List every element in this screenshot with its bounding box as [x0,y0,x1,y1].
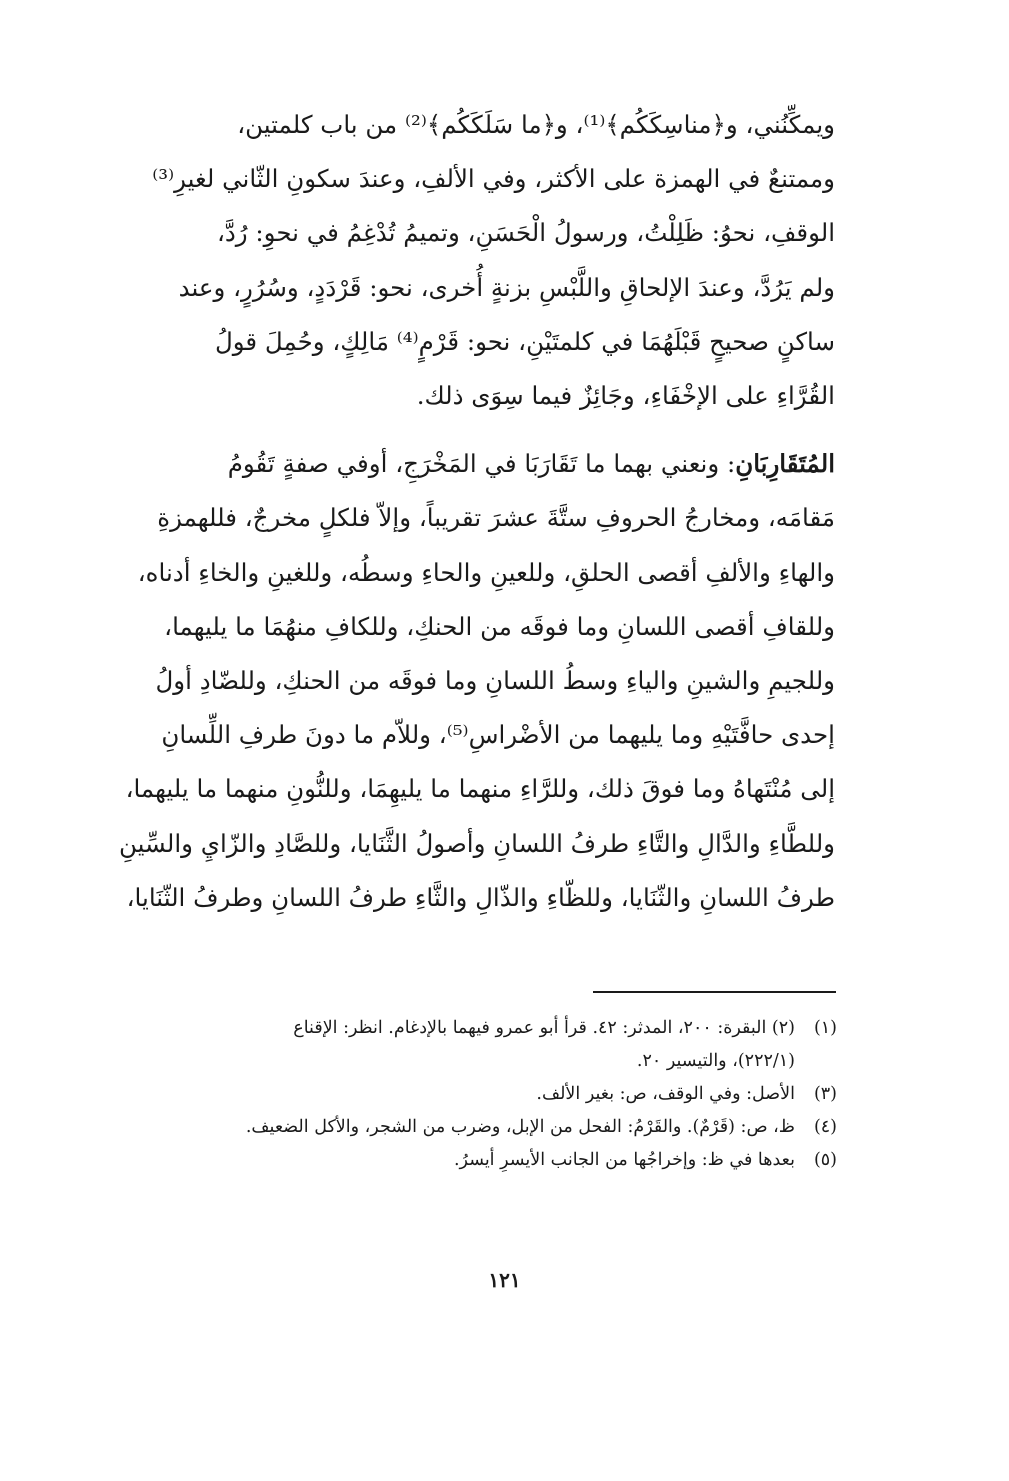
text-line: والهاءِ والألفِ أقصى الحلقِ، وللعينِ والحاءِ وسطُه، وللغينِ والخاءِ أدناه، [137,557,835,587]
text-line: ساكنٍ صحيحٍ قَبْلَهُمَا في كلمتَيْنِ، نحو: قَرْمٍ⁽⁴⁾ مَالِكٍ، وحُمِلَ قولُ [214,326,835,356]
footnote-3 [95,1078,837,1111]
paragraph-1 [152,98,835,423]
text-line: ولم يَرُدَّ، وعندَ الإلحاقِ واللَّبْسِ بزنةٍ أُخرى، نحو: قَرْدَدٍ، وسُرُرٍ، وعند [178,272,835,302]
text-line: إلى مُنْتَهاهُ وما فوقَ ذلك، وللرَّاءِ منهما ما يليهِمَا، وللنُّونِ منهما ما يليهما، [125,774,835,804]
text-line: وللجيمِ والشينِ والياءِ وسطُ اللسانِ وما فوقَه من الحنكِ، وللضّادِ أولُ [155,666,835,696]
section-term: المُتَقَارِبَانِ [735,449,835,479]
footnote-line: ظ، ص: (قَرْمٌ). والقَرْمُ: الفحل من الإبل، وضرب من الشجر، والأكل الضعيف. [245,1117,795,1137]
footnote-4 [95,1111,837,1144]
footnote-number: (١) [813,1018,837,1038]
footnote-line: (٢٢٢/١)، والتيسير ٢٠. [636,1051,795,1071]
footnote-number: (٣) [813,1084,837,1104]
text-line: الوقفِ، نحوُ: ظَلِلْتُ، ورسولُ الْحَسَنِ، وتميمُ تُدْغِمُ في نحوِ: رُدَّ، [216,218,835,248]
text-line: طرفُ اللسانِ والثّنَايا، وللظّاءِ والذّالِ والثَّاءِ طرفُ اللسانِ وطرفُ الثّنَايا، [126,882,835,912]
footnote-line: (٢) البقرة: ٢٠٠، المدثر: ٤٢. قرأ أبو عمرو فيهما بالإدغام. انظر: الإقناع [293,1018,795,1038]
footnote-line: الأصل: وفي الوقف، ص: بغير الألف. [536,1084,795,1104]
text-line: ويمكِّنُني، و﴿مناسِكَكُم﴾⁽¹⁾، و﴿ما سَلَكَكُم﴾⁽²⁾ من باب كلمتين، [237,110,835,139]
footnote-text [95,1012,795,1078]
footnote-number: (٥) [813,1150,837,1170]
text-line: مَقامَه، ومخارجُ الحروفِ ستَّةَ عشرَ تقريباً، وإلاّ فلكلٍ مخرجٌ، فللهمزةِ [157,503,835,533]
footnote-1 [95,1012,837,1078]
text-line: وممتنعٌ في الهمزة على الأكثر، وفي الألفِ، وعندَ سكونِ الثّاني لغيرِ⁽³⁾ [152,164,835,194]
footnotes [95,1012,837,1177]
footnote-text [95,1144,795,1177]
text-line: وللطَّاءِ والدَّالِ والتَّاءِ طرفُ اللسانِ وأصولُ الثَّنَايا، وللصَّادِ والزّايِ والسِّينِ [119,828,835,858]
footnote-line: بعدها في ظ: وإخراجُها من الجانب الأيسرِ أيسرُ. [453,1150,795,1170]
paragraph-2 [119,437,835,925]
footnote-text [95,1111,795,1144]
text-line-first [155,437,835,491]
section-term-lead: : ونعني بهما ما تَقَارَبَا في المَخْرَجِ، أوفي صفةٍ تَقُومُ [227,449,736,479]
text-line: إحدى حافَّتَيْهِ وما يليهما من الأضْراسِ⁽⁵⁾، وللاّم ما دونَ طرفِ اللِّسانِ [161,720,835,750]
footnote-5 [95,1144,837,1177]
text-line: القُرَّاءِ على الإخْفَاءِ، وجَائِزٌ فيما سِوَى ذلك. [416,381,835,411]
page-number: ١٢١ [488,1268,521,1292]
main-text [119,98,835,925]
text-line: وللقافِ أقصى اللسانِ وما فوقَه من الحنكِ، وللكافِ منهُمَا ما يليهما، [164,611,835,641]
footnote-number: (٤) [813,1117,837,1137]
footnote-text [95,1078,795,1111]
footnote-separator [593,991,836,993]
